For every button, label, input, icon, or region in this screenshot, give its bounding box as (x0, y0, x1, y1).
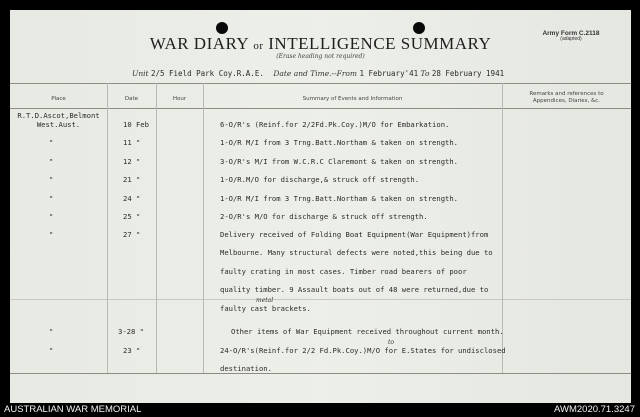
entry-text: 3-O/R's M/I from W.C.R.C Claremont & taken on strength. (220, 157, 458, 166)
title-intelligence-summary: INTELLIGENCE SUMMARY (268, 34, 492, 53)
unit-line (132, 69, 504, 78)
punch-hole (216, 22, 228, 34)
army-form-number: Army Form C.2118 (542, 30, 600, 37)
entry-text-line: faulty crating in most cases. Timber road bearers of poor (220, 267, 467, 276)
entry-text-line: faulty cast brackets. (220, 304, 311, 313)
archive-credit: AUSTRALIAN WAR MEMORIAL (4, 404, 142, 415)
entry-text: 6-O/R's (Reinf.for 2/2Fd.Pk.Coy.)M/O for Embarkation. (220, 120, 450, 129)
title-note: (Erase heading not required) (276, 53, 365, 60)
entry-text: 2-O/R's M/O for discharge & struck off strength. (220, 212, 428, 221)
place-line: R.T.D.Ascot,Belmont (17, 111, 100, 120)
army-form-reference (529, 30, 613, 43)
entry-text-line: Delivery received of Folding Boat Equipment(War Equipment)from (220, 230, 489, 239)
column-header-hour: Hour (172, 96, 187, 102)
remarks-header-line: Remarks and references to (529, 91, 604, 97)
handwritten-correction: metal (256, 297, 274, 304)
entry-date: 25 " (123, 212, 141, 221)
entry-date: 11 " (123, 138, 141, 147)
table-top-rule (10, 83, 631, 84)
entry-date: 21 " (123, 175, 141, 184)
entry-place: " (49, 175, 54, 184)
entry-text: 1-O/R M/I from 3 Trng.Batt.Northam & taken on strength. (220, 194, 458, 203)
army-form-adapted: (adapted) (560, 36, 582, 43)
column-divider (156, 83, 157, 373)
entry-text-line: Melbourne. Many structural defects were noted,this being due to (220, 248, 493, 257)
entry-text-line: 24-O/R's(Reinf.for 2/2 Fd.Pk.Coy.)M/O for E.States for undisclosed (220, 346, 506, 355)
column-divider (203, 83, 204, 373)
entry-date: 3-28 " (118, 327, 144, 336)
entry-place: " (49, 346, 54, 355)
entry-place: " (49, 194, 54, 203)
entry-text: 1-O/R M/I from 3 Trng.Batt.Northam & taken on strength. (220, 138, 458, 147)
entry-place: " (49, 212, 54, 221)
entry-place: " (49, 138, 54, 147)
remarks-header-line: Appendices, Diaries, &c. (532, 98, 601, 104)
entry-date: 27 " (123, 230, 141, 239)
entry-text: Other items of War Equipment received throughout current month. (231, 327, 504, 336)
table-bottom-rule (10, 373, 631, 374)
row-rule (10, 299, 631, 300)
title-war-diary: WAR DIARY (149, 34, 249, 53)
entry-text-line: destination. (220, 364, 272, 373)
column-header-date: Date (124, 96, 139, 102)
date-from-value: 1 February'41 (359, 69, 419, 78)
entry-date: 12 " (123, 157, 141, 166)
archive-reference: AWM2020.71.3247 (554, 404, 635, 415)
entry-text-line: quality timber. 9 Assault boats out of 48 were returned,due to (220, 285, 489, 294)
column-header-remarks (502, 91, 631, 105)
place-line: West.Aust. (36, 120, 81, 129)
column-header-place: Place (51, 96, 66, 102)
entry-place: " (49, 327, 54, 336)
column-divider (107, 83, 108, 373)
entry-date: 23 " (123, 346, 141, 355)
entry-date: 10 Feb (123, 120, 149, 129)
date-to-value: 28 February 1941 (431, 69, 505, 78)
column-header-summary: Summary of Events and Information (302, 96, 403, 102)
entry-text: 1-O/R.M/O for discharge,& struck off strength. (220, 175, 420, 184)
unit-label: Unit (132, 69, 149, 78)
header-rule (10, 108, 631, 109)
entry-place (10, 111, 107, 129)
entry-place: " (49, 157, 54, 166)
date-to-label: To (420, 69, 430, 78)
entry-date: 24 " (123, 194, 141, 203)
date-from-label: Date and Time.--From (273, 69, 358, 78)
diary-page (10, 10, 631, 403)
handwritten-correction: to (388, 339, 395, 346)
punch-hole (413, 22, 425, 34)
unit-value: 2/5 Field Park Coy.R.A.E. (150, 69, 264, 78)
entry-place: " (49, 230, 54, 239)
diary-table (10, 83, 631, 373)
title-or: or (253, 40, 264, 52)
